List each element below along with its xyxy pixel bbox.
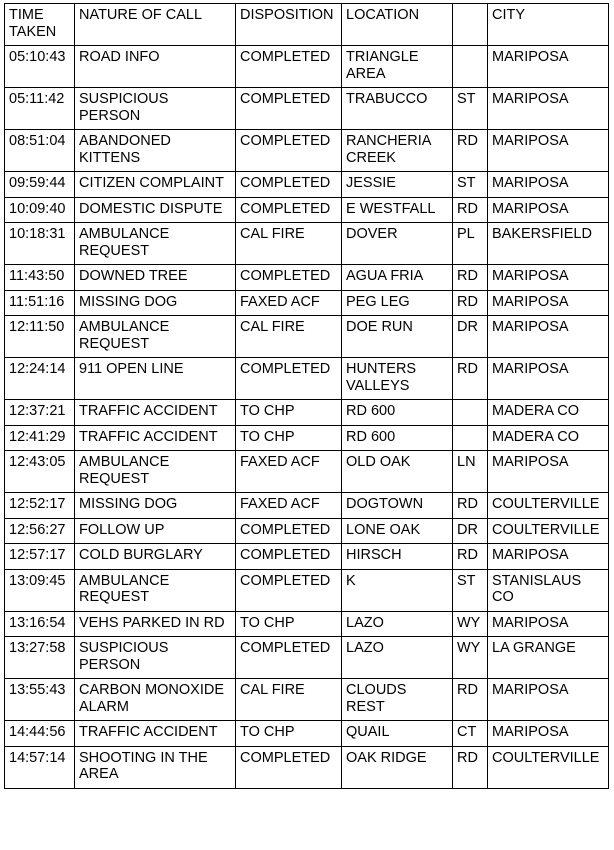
location-cell: RD 600: [342, 425, 453, 451]
disposition-cell: TO CHP: [236, 425, 342, 451]
nature-cell: AMBULANCE REQUEST: [75, 451, 236, 493]
table-row: [5, 316, 609, 358]
header-street-suffix: [453, 4, 488, 46]
disposition-cell: CAL FIRE: [236, 316, 342, 358]
table-row: [5, 46, 609, 88]
disposition-cell: TO CHP: [236, 721, 342, 747]
city-cell: MARIPOSA: [488, 88, 609, 130]
time-cell: 10:18:31: [5, 223, 75, 265]
location-cell: TRABUCCO: [342, 88, 453, 130]
disposition-cell: COMPLETED: [236, 130, 342, 172]
nature-cell: CARBON MONOXIDE ALARM: [75, 679, 236, 721]
city-cell: BAKERSFIELD: [488, 223, 609, 265]
location-cell: DOGTOWN: [342, 493, 453, 519]
suffix-cell: RD: [453, 679, 488, 721]
city-cell: MARIPOSA: [488, 316, 609, 358]
city-cell: COULTERVILLE: [488, 493, 609, 519]
suffix-cell: [453, 425, 488, 451]
disposition-cell: FAXED ACF: [236, 451, 342, 493]
suffix-cell: CT: [453, 721, 488, 747]
time-cell: 13:09:45: [5, 569, 75, 611]
time-cell: 14:44:56: [5, 721, 75, 747]
disposition-cell: COMPLETED: [236, 197, 342, 223]
time-cell: 11:51:16: [5, 290, 75, 316]
nature-cell: TRAFFIC ACCIDENT: [75, 400, 236, 426]
time-cell: 14:57:14: [5, 746, 75, 788]
table-row: [5, 400, 609, 426]
time-cell: 10:09:40: [5, 197, 75, 223]
location-cell: E WESTFALL: [342, 197, 453, 223]
table-row: [5, 721, 609, 747]
suffix-cell: RD: [453, 544, 488, 570]
nature-cell: AMBULANCE REQUEST: [75, 569, 236, 611]
city-cell: MARIPOSA: [488, 290, 609, 316]
suffix-cell: RD: [453, 358, 488, 400]
disposition-cell: TO CHP: [236, 400, 342, 426]
time-cell: 08:51:04: [5, 130, 75, 172]
city-cell: LA GRANGE: [488, 637, 609, 679]
suffix-cell: [453, 46, 488, 88]
disposition-cell: COMPLETED: [236, 544, 342, 570]
suffix-cell: DR: [453, 518, 488, 544]
table-row: [5, 746, 609, 788]
city-cell: MARIPOSA: [488, 721, 609, 747]
table-row: [5, 679, 609, 721]
table-row: [5, 637, 609, 679]
city-cell: MARIPOSA: [488, 197, 609, 223]
disposition-cell: FAXED ACF: [236, 290, 342, 316]
disposition-cell: CAL FIRE: [236, 679, 342, 721]
table-row: [5, 88, 609, 130]
time-cell: 12:41:29: [5, 425, 75, 451]
city-cell: STANISLAUS CO: [488, 569, 609, 611]
location-cell: QUAIL: [342, 721, 453, 747]
table-row: [5, 451, 609, 493]
suffix-cell: [453, 400, 488, 426]
suffix-cell: RD: [453, 130, 488, 172]
header-time-taken: TIME TAKEN: [5, 4, 75, 46]
suffix-cell: DR: [453, 316, 488, 358]
table-row: [5, 569, 609, 611]
location-cell: K: [342, 569, 453, 611]
nature-cell: SUSPICIOUS PERSON: [75, 637, 236, 679]
disposition-cell: FAXED ACF: [236, 493, 342, 519]
city-cell: MARIPOSA: [488, 611, 609, 637]
location-cell: CLOUDS REST: [342, 679, 453, 721]
time-cell: 12:56:27: [5, 518, 75, 544]
suffix-cell: WY: [453, 637, 488, 679]
nature-cell: AMBULANCE REQUEST: [75, 223, 236, 265]
nature-cell: MISSING DOG: [75, 290, 236, 316]
table-row: [5, 611, 609, 637]
header-disposition: DISPOSITION: [236, 4, 342, 46]
city-cell: MARIPOSA: [488, 451, 609, 493]
time-cell: 12:57:17: [5, 544, 75, 570]
table-row: [5, 518, 609, 544]
suffix-cell: WY: [453, 611, 488, 637]
city-cell: MADERA CO: [488, 425, 609, 451]
city-cell: MARIPOSA: [488, 679, 609, 721]
location-cell: PEG LEG: [342, 290, 453, 316]
table-row: [5, 358, 609, 400]
header-location: LOCATION: [342, 4, 453, 46]
call-log-table: [4, 3, 609, 789]
nature-cell: CITIZEN COMPLAINT: [75, 172, 236, 198]
nature-cell: AMBULANCE REQUEST: [75, 316, 236, 358]
nature-cell: MISSING DOG: [75, 493, 236, 519]
time-cell: 05:11:42: [5, 88, 75, 130]
location-cell: RANCHERIA CREEK: [342, 130, 453, 172]
suffix-cell: RD: [453, 197, 488, 223]
location-cell: HUNTERS VALLEYS: [342, 358, 453, 400]
disposition-cell: COMPLETED: [236, 46, 342, 88]
time-cell: 12:52:17: [5, 493, 75, 519]
location-cell: JESSIE: [342, 172, 453, 198]
location-cell: LAZO: [342, 637, 453, 679]
nature-cell: SHOOTING IN THE AREA: [75, 746, 236, 788]
time-cell: 13:55:43: [5, 679, 75, 721]
table-row: [5, 172, 609, 198]
nature-cell: SUSPICIOUS PERSON: [75, 88, 236, 130]
suffix-cell: RD: [453, 746, 488, 788]
suffix-cell: ST: [453, 569, 488, 611]
location-cell: HIRSCH: [342, 544, 453, 570]
time-cell: 12:24:14: [5, 358, 75, 400]
time-cell: 12:43:05: [5, 451, 75, 493]
disposition-cell: COMPLETED: [236, 172, 342, 198]
table-row: [5, 544, 609, 570]
table-row: [5, 493, 609, 519]
disposition-cell: TO CHP: [236, 611, 342, 637]
disposition-cell: COMPLETED: [236, 88, 342, 130]
table-row: [5, 265, 609, 291]
header-nature-of-call: NATURE OF CALL: [75, 4, 236, 46]
time-cell: 09:59:44: [5, 172, 75, 198]
city-cell: MARIPOSA: [488, 265, 609, 291]
time-cell: 12:37:21: [5, 400, 75, 426]
table-row: [5, 197, 609, 223]
disposition-cell: COMPLETED: [236, 265, 342, 291]
city-cell: MARIPOSA: [488, 544, 609, 570]
nature-cell: TRAFFIC ACCIDENT: [75, 721, 236, 747]
nature-cell: ABANDONED KITTENS: [75, 130, 236, 172]
suffix-cell: ST: [453, 88, 488, 130]
time-cell: 05:10:43: [5, 46, 75, 88]
header-row: [5, 4, 609, 46]
time-cell: 11:43:50: [5, 265, 75, 291]
location-cell: OLD OAK: [342, 451, 453, 493]
disposition-cell: COMPLETED: [236, 358, 342, 400]
nature-cell: FOLLOW UP: [75, 518, 236, 544]
location-cell: LONE OAK: [342, 518, 453, 544]
suffix-cell: ST: [453, 172, 488, 198]
suffix-cell: LN: [453, 451, 488, 493]
suffix-cell: PL: [453, 223, 488, 265]
suffix-cell: RD: [453, 493, 488, 519]
nature-cell: COLD BURGLARY: [75, 544, 236, 570]
location-cell: LAZO: [342, 611, 453, 637]
time-cell: 12:11:50: [5, 316, 75, 358]
table-row: [5, 290, 609, 316]
time-cell: 13:27:58: [5, 637, 75, 679]
location-cell: RD 600: [342, 400, 453, 426]
city-cell: MARIPOSA: [488, 358, 609, 400]
nature-cell: 911 OPEN LINE: [75, 358, 236, 400]
suffix-cell: RD: [453, 265, 488, 291]
disposition-cell: COMPLETED: [236, 518, 342, 544]
nature-cell: ROAD INFO: [75, 46, 236, 88]
location-cell: DOE RUN: [342, 316, 453, 358]
disposition-cell: COMPLETED: [236, 637, 342, 679]
location-cell: DOVER: [342, 223, 453, 265]
nature-cell: DOWNED TREE: [75, 265, 236, 291]
city-cell: MADERA CO: [488, 400, 609, 426]
disposition-cell: CAL FIRE: [236, 223, 342, 265]
nature-cell: DOMESTIC DISPUTE: [75, 197, 236, 223]
location-cell: OAK RIDGE: [342, 746, 453, 788]
suffix-cell: RD: [453, 290, 488, 316]
table-row: [5, 130, 609, 172]
city-cell: COULTERVILLE: [488, 746, 609, 788]
disposition-cell: COMPLETED: [236, 746, 342, 788]
nature-cell: TRAFFIC ACCIDENT: [75, 425, 236, 451]
header-city: CITY: [488, 4, 609, 46]
location-cell: TRIANGLE AREA: [342, 46, 453, 88]
city-cell: COULTERVILLE: [488, 518, 609, 544]
table-row: [5, 223, 609, 265]
nature-cell: VEHS PARKED IN RD: [75, 611, 236, 637]
time-cell: 13:16:54: [5, 611, 75, 637]
city-cell: MARIPOSA: [488, 172, 609, 198]
location-cell: AGUA FRIA: [342, 265, 453, 291]
table-row: [5, 425, 609, 451]
city-cell: MARIPOSA: [488, 130, 609, 172]
city-cell: MARIPOSA: [488, 46, 609, 88]
disposition-cell: COMPLETED: [236, 569, 342, 611]
